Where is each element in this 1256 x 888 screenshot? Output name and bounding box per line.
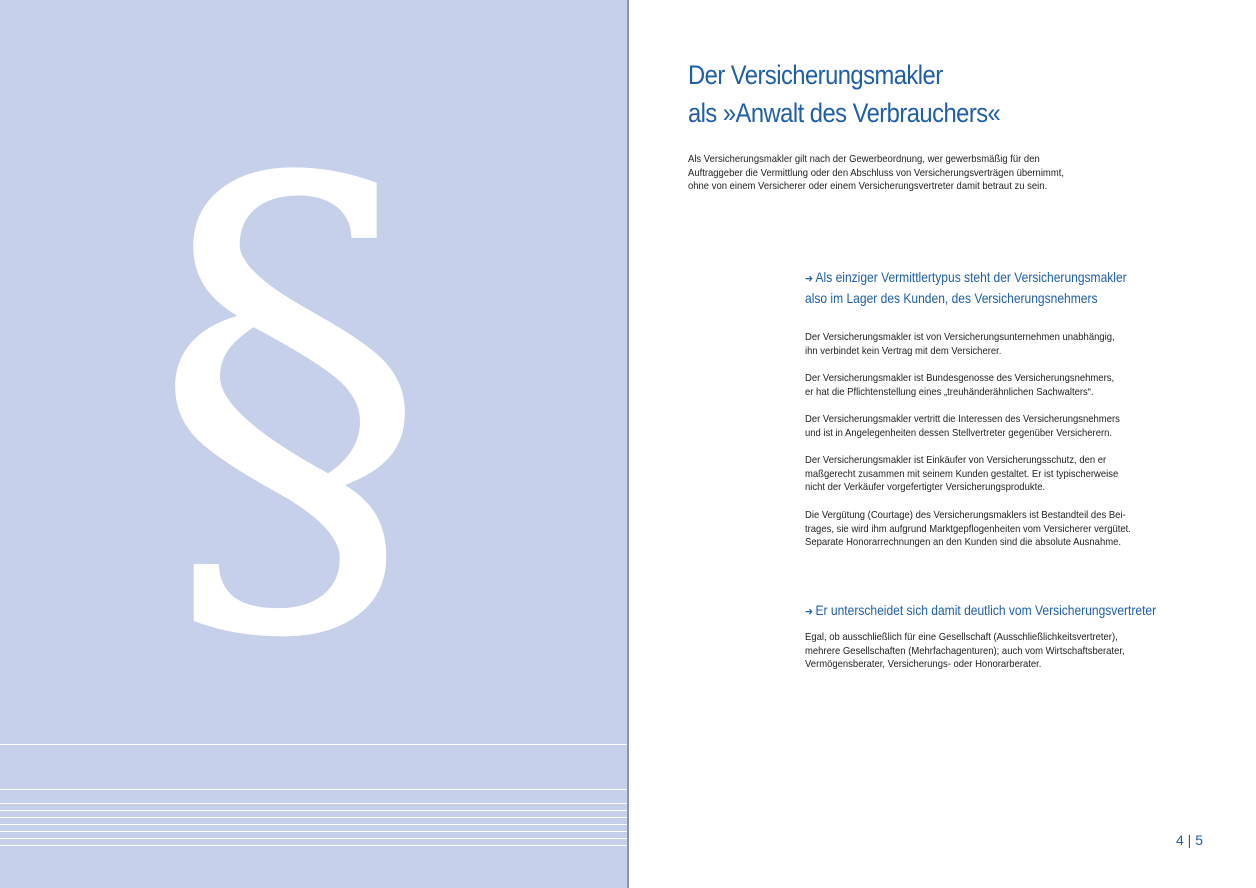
section-2-heading: [805, 601, 1166, 622]
paragraph-line: Vermögensberater, Versicherungs- oder Honorarberater.: [805, 659, 1042, 671]
intro-line: Auftraggeber die Vermittlung oder den Abschluss von Versicherungsverträgen übernimmt,: [688, 167, 1064, 179]
stripe-line: [0, 845, 627, 846]
section-1-paragraph: [805, 331, 1225, 358]
arrow-right-icon: ➔: [805, 606, 813, 618]
paragraph-line: maßgerecht zusammen mit seinem Kunden gestaltet. Er ist typischerweise: [805, 468, 1119, 480]
stripe-line: [0, 810, 627, 811]
paragraph-line: und ist in Angelegenheiten dessen Stellvertreter gegenüber Versicherern.: [805, 427, 1113, 439]
section-1-paragraph: [805, 413, 1225, 440]
intro-line: Als Versicherungsmakler gilt nach der Gewerbeordnung, wer gewerbsmäßig für den: [688, 154, 1040, 165]
paragraph-line: Egal, ob ausschließlich für eine Gesellschaft (Ausschließlichkeitsvertreter),: [805, 632, 1118, 643]
section-1-paragraph: [805, 372, 1225, 399]
stripe-line: [0, 824, 627, 825]
page-title: [688, 56, 1000, 132]
title-line-2: als »Anwalt des Verbrauchers«: [688, 98, 1001, 128]
section-1-heading-line: also im Lager des Kunden, des Versicherungsnehmers: [805, 290, 1098, 306]
stripe-line: [0, 817, 627, 818]
paragraph-line: Der Versicherungsmakler ist Bundesgenosse des Versicherungsnehmers,: [805, 373, 1115, 384]
stripe-line: [0, 789, 627, 790]
arrow-right-icon: ➔: [805, 273, 813, 285]
section-1-heading-line: Als einziger Vermittlertypus steht der Versicherungsmakler: [815, 269, 1127, 285]
paragraph-line: nicht der Verkäufer vorgefertigter Versicherungsprodukte.: [805, 482, 1046, 494]
paragraph-line: Der Versicherungsmakler ist von Versicherungsunternehmen unabhängig,: [805, 332, 1115, 343]
paragraph-line: Separate Honorarrechnungen an den Kunden sind die absolute Ausnahme.: [805, 537, 1122, 549]
paragraph-line: Die Vergütung (Courtage) des Versicherungsmaklers ist Bestandteil des Bei-: [805, 510, 1126, 521]
stripe-line: [0, 838, 627, 839]
stripe-line: [0, 803, 627, 804]
left-page: [0, 0, 627, 888]
section-sign-symbol: §: [150, 64, 430, 716]
intro-line: ohne von einem Versicherer oder einem Versicherungsvertreter damit betraut zu sein.: [688, 181, 1048, 193]
section-1-heading-block: [805, 268, 1225, 308]
stripe-line: [0, 831, 627, 832]
title-line-1: Der Versicherungsmakler: [688, 60, 943, 90]
stripe-line: [0, 744, 627, 745]
section-2-paragraph: [805, 631, 1225, 672]
section-2-heading-block: [805, 601, 1225, 622]
paragraph-line: Der Versicherungsmakler vertritt die Interessen des Versicherungsnehmers: [805, 414, 1120, 425]
right-page: [629, 0, 1256, 888]
section-1-paragraph: [805, 454, 1225, 495]
paragraph-line: ihn verbindet kein Vertrag mit dem Versicherer.: [805, 345, 1002, 357]
section-2-heading-line: Er unterscheidet sich damit deutlich vom Versicherungsvertreter: [815, 602, 1157, 618]
paragraph-line: trages, sie wird ihm aufgrund Marktgepflogenheiten vom Versicherer vergütet.: [805, 523, 1131, 535]
paragraph-line: er hat die Pflichtenstellung eines „treuhänderähnlichen Sachwalters“.: [805, 386, 1094, 398]
paragraph-line: mehrere Gesellschaften (Mehrfachagenturen); auch vom Wirtschaftsberater,: [805, 645, 1125, 657]
paragraph-line: Der Versicherungsmakler ist Einkäufer von Versicherungsschutz, den er: [805, 455, 1107, 466]
section-1-heading: [805, 268, 1166, 308]
intro-paragraph: [688, 153, 1120, 194]
section-1-paragraph: [805, 509, 1225, 550]
page-number: 4 | 5: [1176, 832, 1203, 848]
